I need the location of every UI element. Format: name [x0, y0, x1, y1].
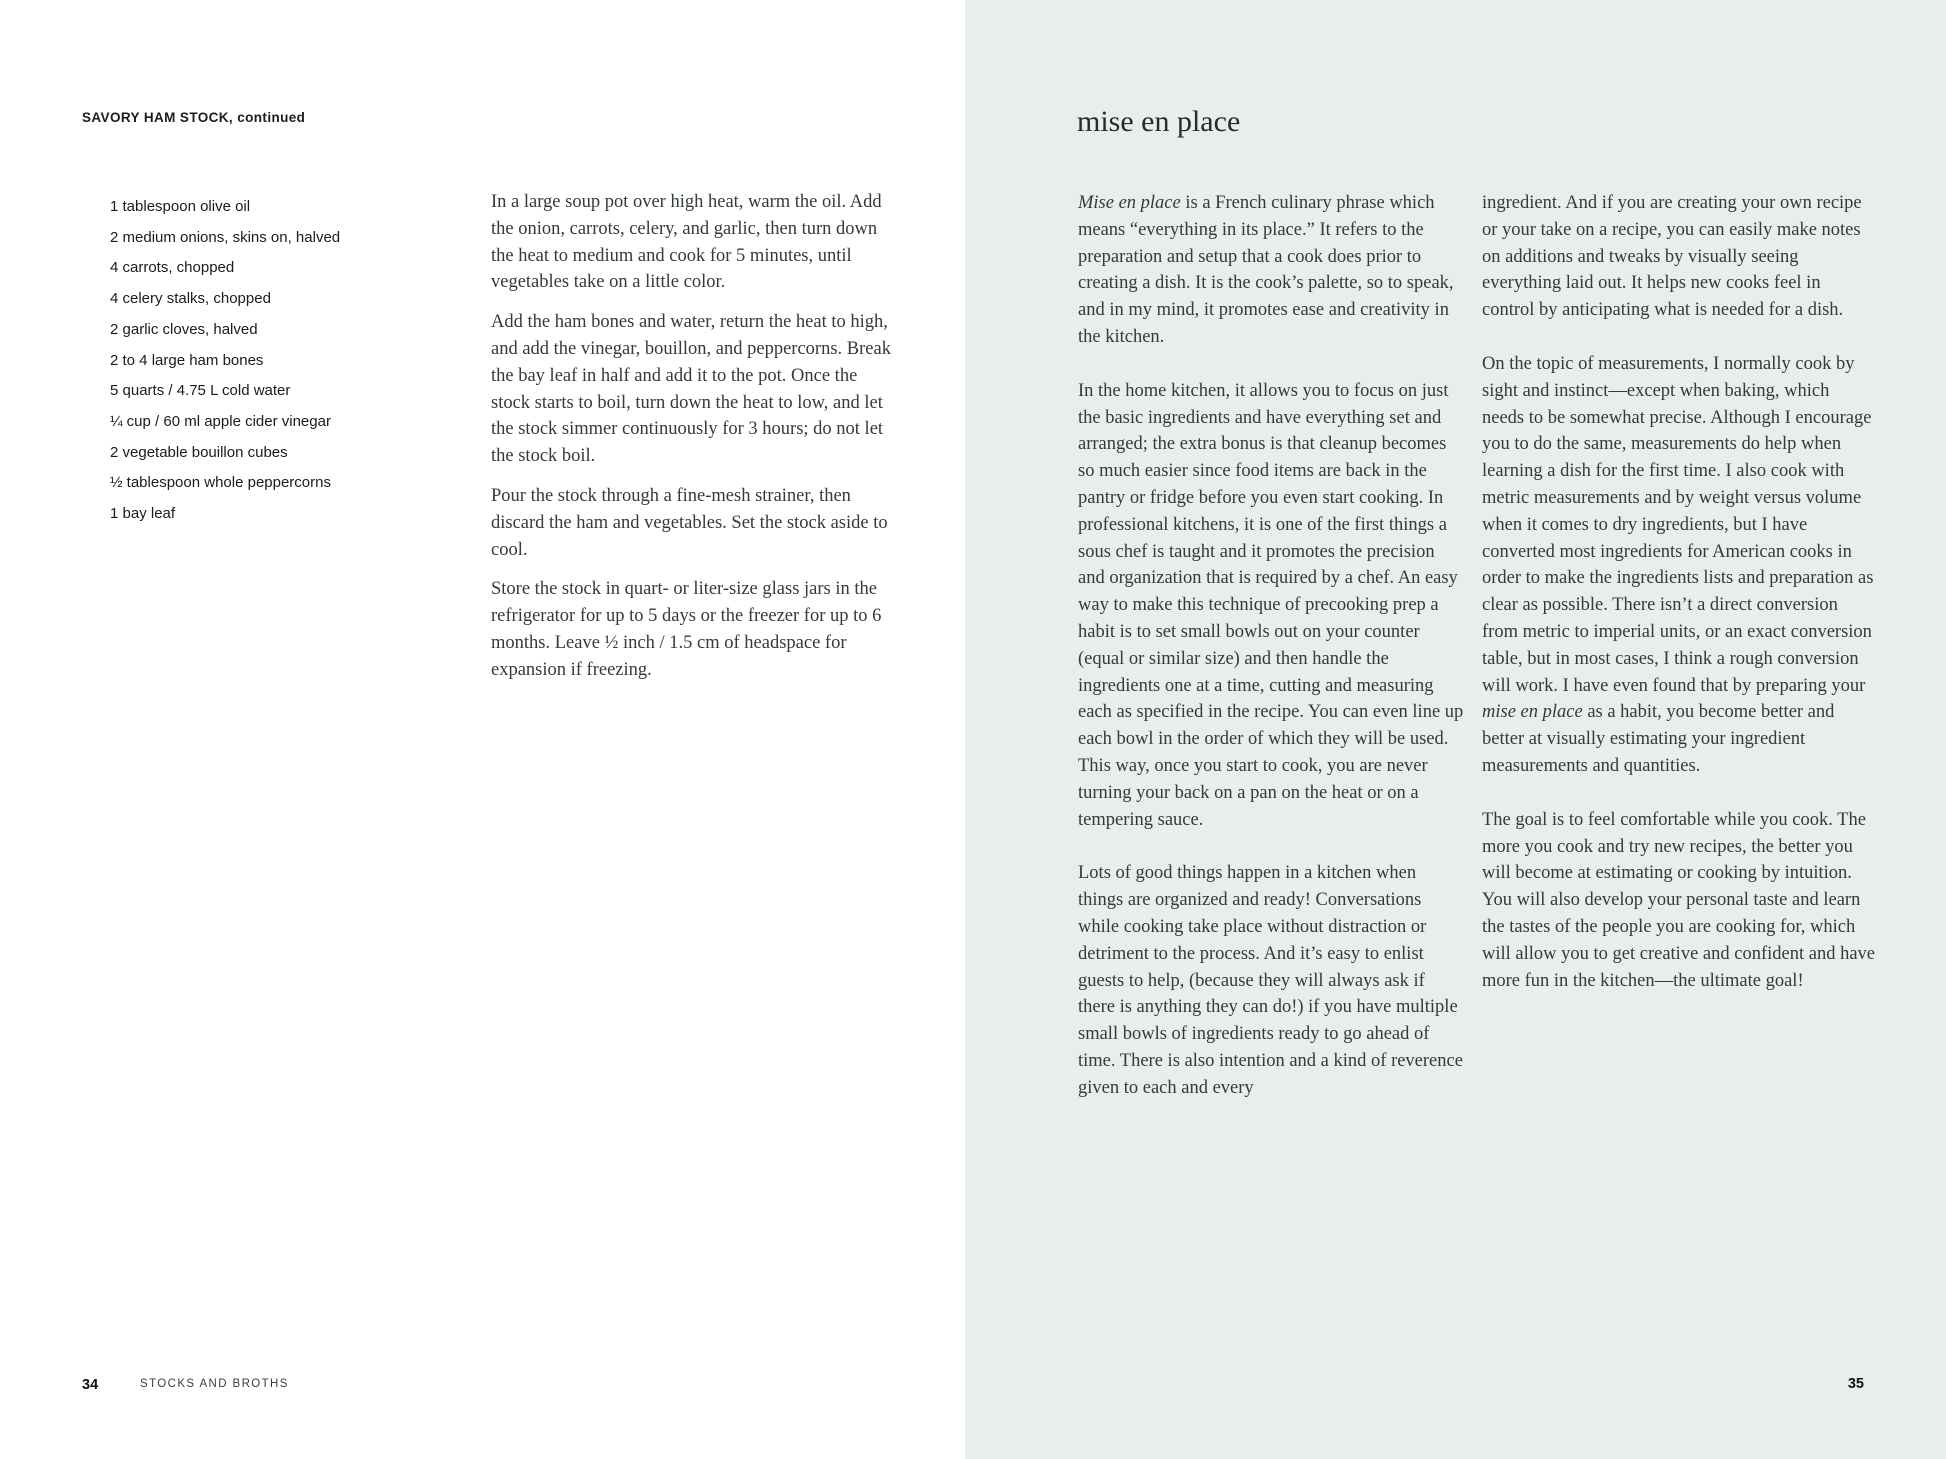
- essay-paragraph: The goal is to feel comfortable while you cook. The more you cook and try new recipes, the better you will become at estimating or cooking by intuition. You will also develop your personal taste and learn the tastes of the people you are cooking for, which will allow you to get creative and confident and have more fun in the kitchen—the ultimate goal!: [1482, 809, 1875, 991]
- ingredient-item: 2 medium onions, skins on, halved: [110, 228, 341, 246]
- essay-column-2: [1482, 190, 1876, 1021]
- left-page: [0, 0, 965, 1459]
- essay-title: mise en place: [1077, 105, 1241, 138]
- section-label: STOCKS AND BROTHS: [140, 1378, 289, 1390]
- essay-paragraph: In the home kitchen, it allows you to focus on just the basic ingredients and have everything set and arranged; the extra bonus is that cleanup becomes so much easier since food items are back in the pantry or fridge before you even start cooking. In professional kitchens, it is one of the first things a sous chef is taught and it promotes the precision and organization that is required by a chef. An easy way to make this technique of precooking prep a habit is to set small bowls out on your counter (equal or similar size) and then handle the ingredients one at a time, cutting and measuring each as specified in the recipe. You can even line up each bowl in the order of which they will be used. This way, once you start to cook, you are never turning your back on a pan on the heat or on a tempering sauce.: [1078, 380, 1464, 830]
- essay-paragraph: On the topic of measurements, I normally cook by sight and instinct—except when baking, which needs to be somewhat precise. Although I encourage you to do the same, measurements do help when learning a dish for the first time. I also cook with metric measurements and by weight versus volume when it comes to dry ingredients, but I have converted most ingredients for American cooks in order to make the ingredients lists and preparation as clear as possible. There isn’t a direct conversion from metric to imperial units, or an exact conversion table, but in most cases, I think a rough conversion will work. I have even found that by preparing your mise en place as a habit, you become better and better at visually estimating your ingredient measurements and quantities.: [1482, 353, 1874, 776]
- ingredient-item: 2 garlic cloves, halved: [110, 320, 258, 338]
- ingredient-item: 2 to 4 large ham bones: [110, 351, 264, 369]
- ingredient-item: 5 quarts / 4.75 L cold water: [110, 382, 291, 400]
- ingredient-item: 4 carrots, chopped: [110, 259, 235, 277]
- instruction-paragraph: Pour the stock through a fine-mesh strainer, then discard the ham and vegetables. Set the stock aside to cool.: [491, 485, 888, 560]
- essay-column-1: [1078, 190, 1465, 1129]
- instruction-paragraph: In a large soup pot over high heat, warm the oil. Add the onion, carrots, celery, and garlic, then turn down the heat to medium and cook for 5 minutes, until vegetables take on a little color.: [491, 192, 882, 293]
- left-page-footer: [82, 1376, 289, 1394]
- ingredient-item: 4 celery stalks, chopped: [110, 290, 271, 308]
- ingredient-list: [110, 192, 340, 530]
- page-number-left: 34: [82, 1377, 99, 1393]
- instruction-paragraph: Store the stock in quart- or liter-size glass jars in the refrigerator for up to 5 days or the freezer for up to 6 months. Leave ½ inch / 1.5 cm of headspace for expansion if freezing.: [491, 579, 882, 680]
- ingredient-item: ½ tablespoon whole peppercorns: [110, 474, 331, 492]
- instruction-paragraph: Add the ham bones and water, return the heat to high, and add the vinegar, bouillon, and peppercorns. Break the bay leaf in half and add it to the pot. Once the stock starts to boil, turn down the heat to low, and let the stock simmer continuously for 3 hours; do not let the stock boil.: [491, 312, 891, 467]
- ingredient-item: 1 bay leaf: [110, 505, 176, 523]
- italic-phrase: mise en place: [1482, 702, 1583, 723]
- ingredient-item: 2 vegetable bouillon cubes: [110, 443, 288, 461]
- essay-paragraph: Lots of good things happen in a kitchen when things are organized and ready! Conversations while cooking take place without distraction or detriment to the process. And it’s easy to enlist guests to help, (because they will always ask if there is anything they can do!) if you have multiple small bowls of ingredients ready to go ahead of time. There is also intention and a kind of reverence given to each and every: [1078, 863, 1463, 1098]
- ingredient-item: 1 tablespoon olive oil: [110, 198, 251, 215]
- page-number-right: 35: [1847, 1376, 1864, 1392]
- essay-paragraph: Mise en place is a French culinary phrase which means “everything in its place.” It refers to the preparation and setup that a cook does prior to creating a dish. It is the cook’s palette, so to speak, and in my mind, it promotes ease and creativity in the kitchen.: [1078, 193, 1454, 347]
- essay-paragraph: ingredient. And if you are creating your own recipe or your take on a recipe, you can easily make notes on additions and tweaks by visually seeing everything laid out. It helps new cooks feel in control by anticipating what is needed for a dish.: [1482, 193, 1862, 321]
- instructions: [491, 189, 895, 697]
- italic-phrase: Mise en place: [1078, 193, 1181, 213]
- recipe-continued-header: SAVORY HAM STOCK, continued: [82, 110, 306, 125]
- ingredient-item: ¼ cup / 60 ml apple cider vinegar: [110, 412, 331, 430]
